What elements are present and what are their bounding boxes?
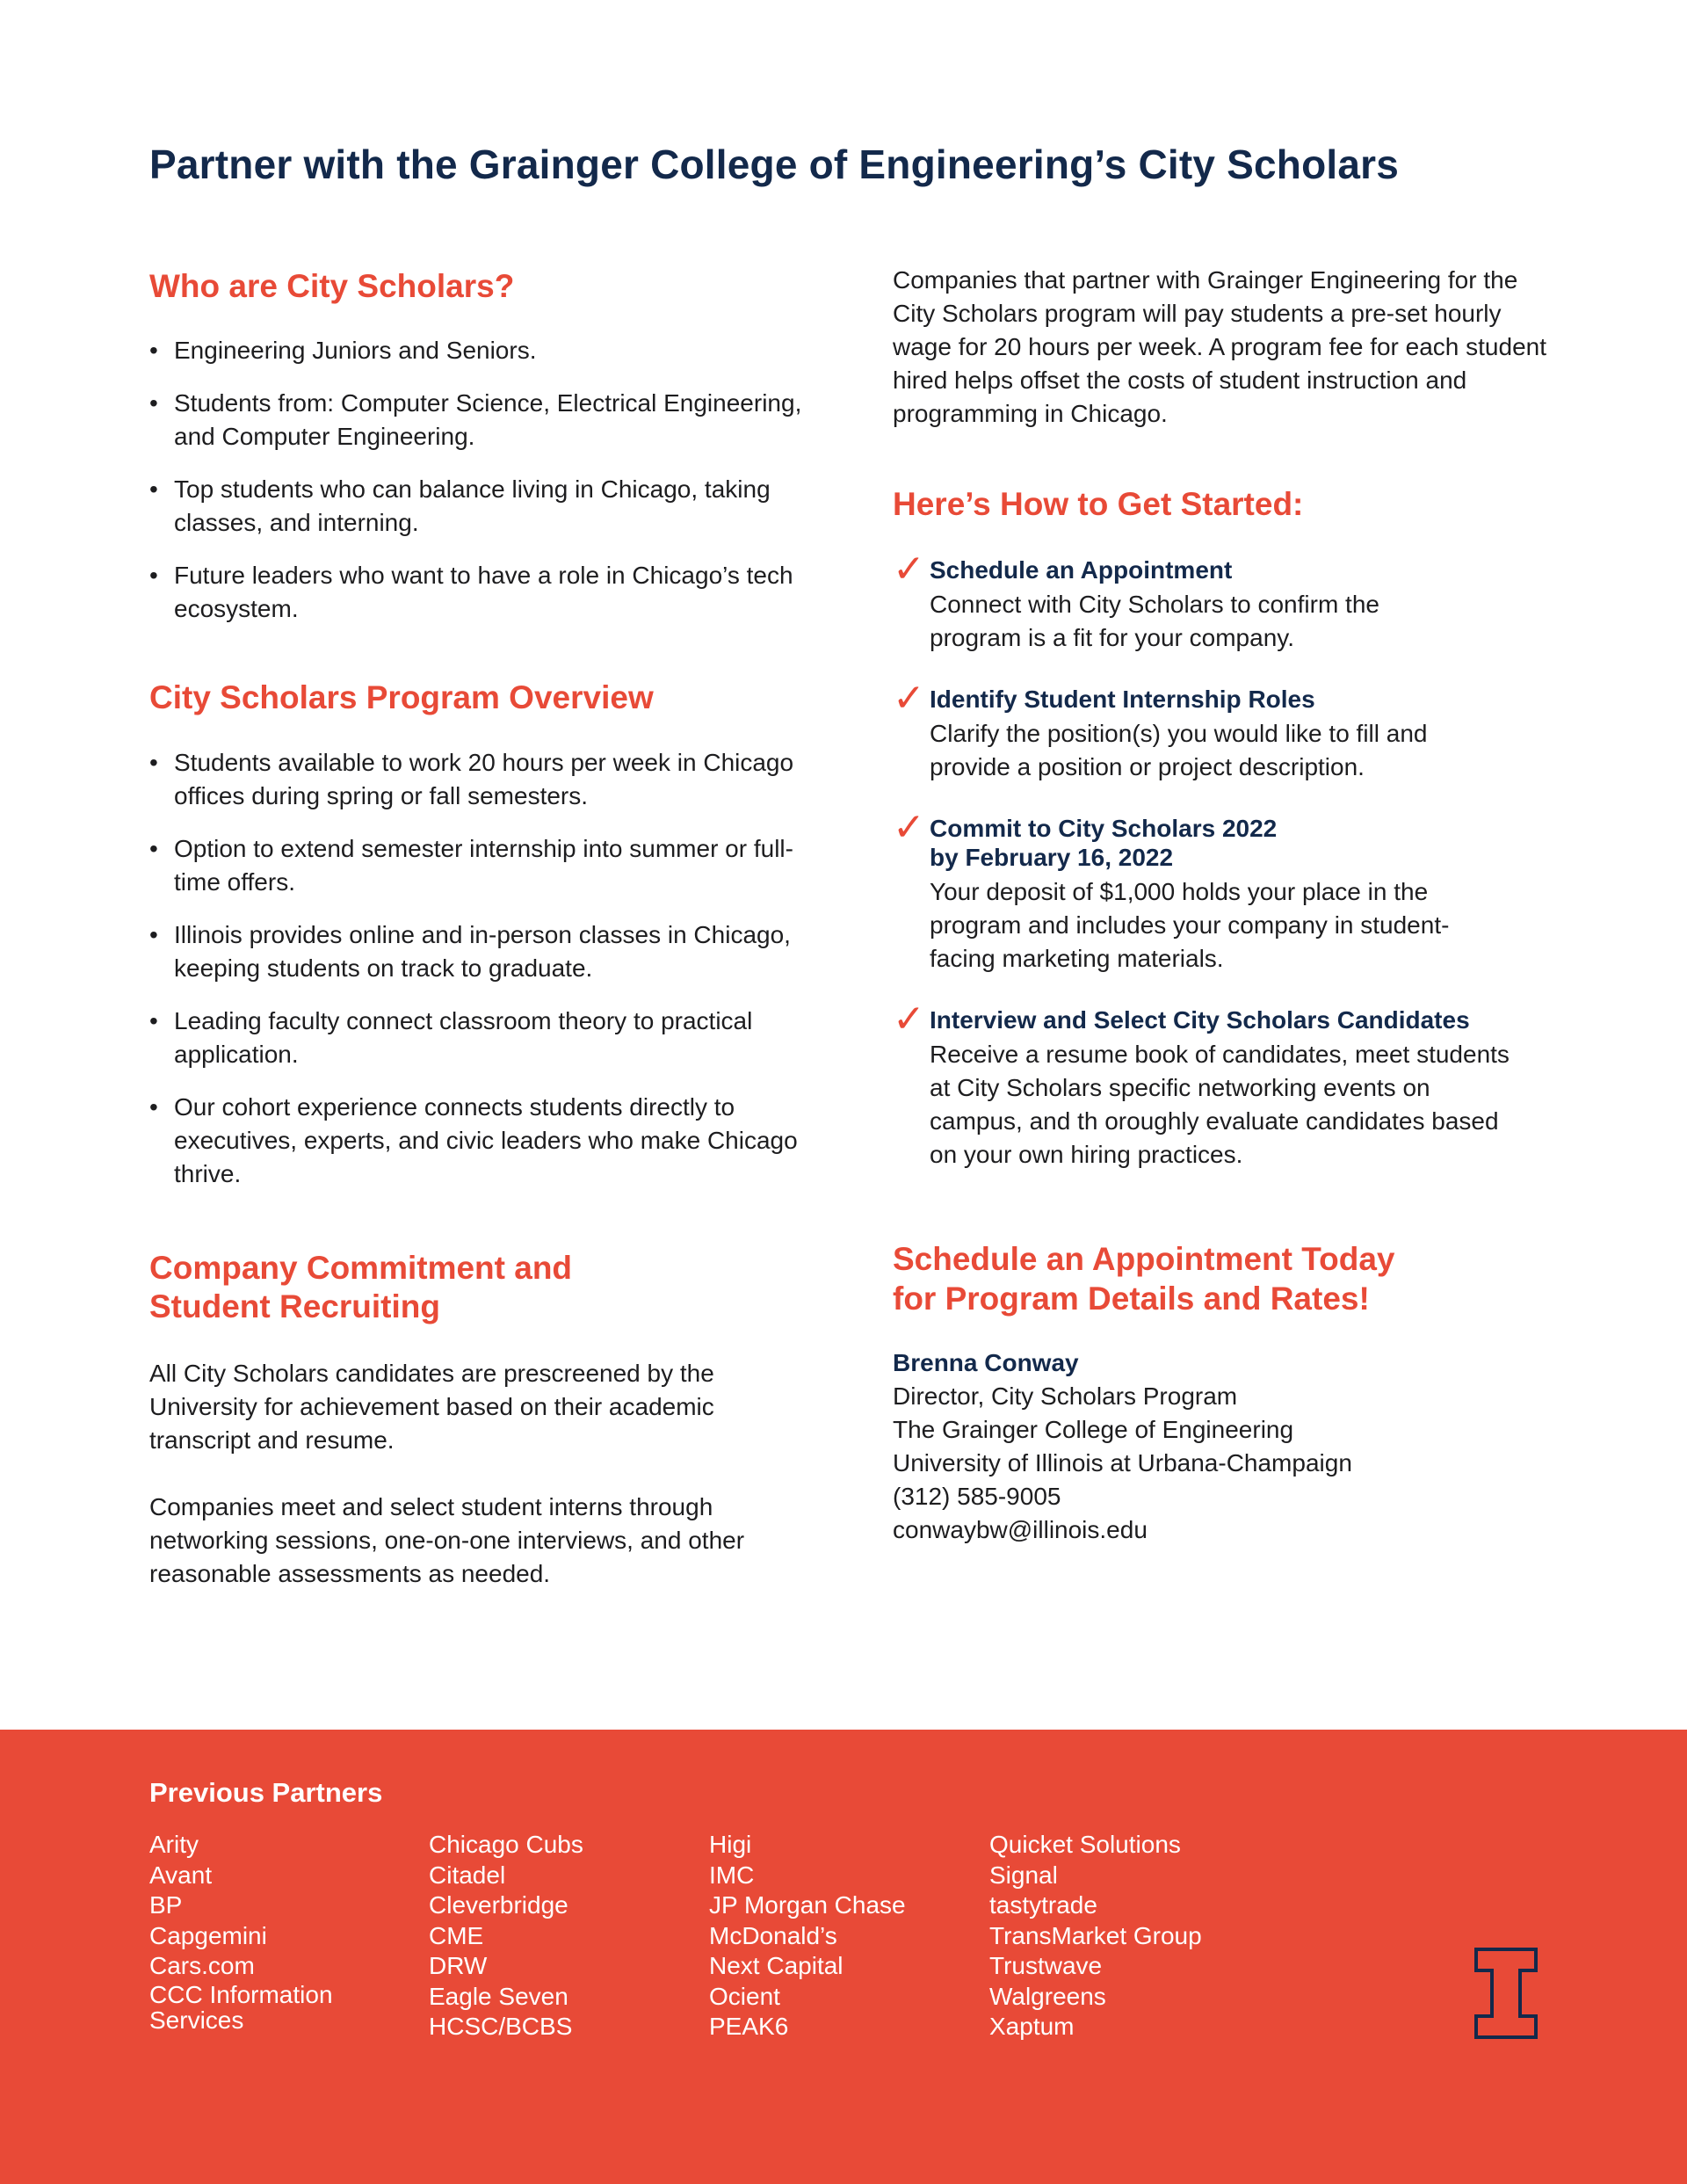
step-schedule [893, 547, 1560, 655]
right-column [893, 264, 1560, 1547]
checkmark-icon: ✓ [893, 997, 925, 1042]
illinois-block-i-logo [1474, 1948, 1538, 2039]
commitment-paragraph-1: All City Scholars candidates are prescreened by the University for achievement based on their academic transcript and resume. [149, 1359, 714, 1454]
step-identify-roles [893, 676, 1560, 784]
contact-block [893, 1346, 1560, 1547]
step-description: Receive a resume book of candidates, meet students at City Scholars specific networking events on campus, and th oroughly evaluate candidates based on your own hiring practices. [930, 1041, 1510, 1169]
partners-column-2 [429, 1830, 692, 2043]
partner-name: Trustwave [989, 1952, 1103, 1979]
step-title: Identify Student Internship Roles [930, 686, 1315, 714]
partner-name: Xaptum [989, 2013, 1075, 2040]
contact-role: Director, City Scholars Program [893, 1382, 1238, 1411]
partner-name: Signal [989, 1861, 1058, 1889]
partner-name: IMC [709, 1861, 755, 1889]
page-title: Partner with the Grainger College of Engineering’s City Scholars [149, 141, 1400, 187]
step-description: Connect with City Scholars to confirm the program is a fit for your company. [930, 591, 1379, 652]
partners-column-4 [989, 1830, 1253, 2043]
list-item: • Option to extend semester internship into summer or full-time offers. [149, 832, 817, 899]
step-description: Your deposit of $1,000 holds your place in the program and includes your company in student-facing marketing materials. [930, 878, 1450, 973]
who-list [149, 334, 817, 626]
list-item: • Students available to work 20 hours per week in Chicago offices during spring or fall semesters. [149, 746, 817, 813]
checkmark-icon: ✓ [893, 547, 925, 592]
contact-phone: (312) 585-9005 [893, 1483, 1061, 1511]
partner-name: Cleverbridge [429, 1891, 568, 1919]
partner-name: CCC Information Services [149, 1980, 333, 2034]
list-item: • Leading faculty connect classroom theory to practical application. [149, 1005, 817, 1071]
contact-name: Brenna Conway [893, 1349, 1079, 1377]
checkmark-icon: ✓ [893, 676, 925, 722]
partners-column-1 [149, 1830, 413, 2037]
commitment-heading: Company Commitment and Student Recruiting [149, 1249, 573, 1325]
overview-list [149, 746, 817, 1191]
step-description: Clarify the position(s) you would like to fill and provide a position or project description. [930, 720, 1428, 781]
step-title: Schedule an Appointment [930, 556, 1233, 584]
cta-heading: Schedule an Appointment Today for Program Details and Rates! [893, 1241, 1395, 1317]
partners-column-3 [709, 1830, 973, 2043]
partner-name: McDonald’s [709, 1921, 837, 1949]
partner-name: Quicket Solutions [989, 1831, 1181, 1858]
partner-name: tastytrade [989, 1891, 1097, 1919]
step-commit [893, 805, 1560, 976]
list-item: • Students from: Computer Science, Electrical Engineering, and Computer Engineering. [149, 387, 817, 453]
partner-name: Eagle Seven [429, 1982, 568, 2010]
partners-heading: Previous Partners [149, 1777, 383, 1808]
partner-name: Next Capital [709, 1952, 844, 1979]
partner-name: Arity [149, 1831, 199, 1858]
contact-university: University of Illinois at Urbana-Champaign [893, 1449, 1352, 1477]
partner-name: Citadel [429, 1861, 506, 1889]
partner-name: Higi [709, 1831, 752, 1858]
partner-name: Chicago Cubs [429, 1831, 583, 1858]
list-item: • Top students who can balance living in Chicago, taking classes, and interning. [149, 473, 817, 540]
partner-name: PEAK6 [709, 2013, 789, 2040]
list-item: • Illinois provides online and in-person classes in Chicago, keeping students on track to graduate. [149, 918, 817, 985]
get-started-heading: Here’s How to Get Started: [893, 486, 1304, 522]
step-title: Commit to City Scholars 2022 by February 16, 2022 [930, 815, 1278, 872]
partner-name: Cars.com [149, 1952, 255, 1979]
partner-name: JP Morgan Chase [709, 1891, 906, 1919]
checkmark-icon: ✓ [893, 805, 925, 851]
commitment-paragraph-2: Companies meet and select student interns through networking sessions, one-on-one interviews, and other reasonable assessments as needed. [149, 1492, 745, 1587]
list-item: • Future leaders who want to have a role in Chicago’s tech ecosystem. [149, 559, 817, 626]
list-item: • Engineering Juniors and Seniors. [149, 334, 817, 367]
overview-heading: City Scholars Program Overview [149, 679, 654, 716]
partner-name: HCSC/BCBS [429, 2013, 573, 2040]
partner-name: Walgreens [989, 1982, 1106, 2010]
step-title: Interview and Select City Scholars Candidates [930, 1006, 1470, 1034]
partner-name: Capgemini [149, 1921, 267, 1949]
contact-email[interactable]: conwaybw@illinois.edu [893, 1516, 1148, 1544]
partner-name: Ocient [709, 1982, 780, 2010]
partner-name: CME [429, 1921, 484, 1949]
partner-name: BP [149, 1891, 183, 1919]
partner-name: TransMarket Group [989, 1921, 1202, 1949]
partner-name: DRW [429, 1952, 488, 1979]
contact-college: The Grainger College of Engineering [893, 1416, 1294, 1444]
previous-partners-footer [0, 1730, 1687, 2184]
partner-name: Avant [149, 1861, 213, 1889]
who-heading: Who are City Scholars? [149, 268, 515, 304]
left-column [149, 264, 817, 1591]
list-item: • Our cohort experience connects students directly to executives, experts, and civic leaders who make Chicago thrive. [149, 1091, 817, 1191]
intro-paragraph: Companies that partner with Grainger Engineering for the City Scholars program will pay students a pre-set hourly wage for 20 hours per week. A program fee for each student hired helps offset the costs of student instruction and programming in Chicago. [893, 266, 1546, 427]
step-interview [893, 997, 1560, 1172]
